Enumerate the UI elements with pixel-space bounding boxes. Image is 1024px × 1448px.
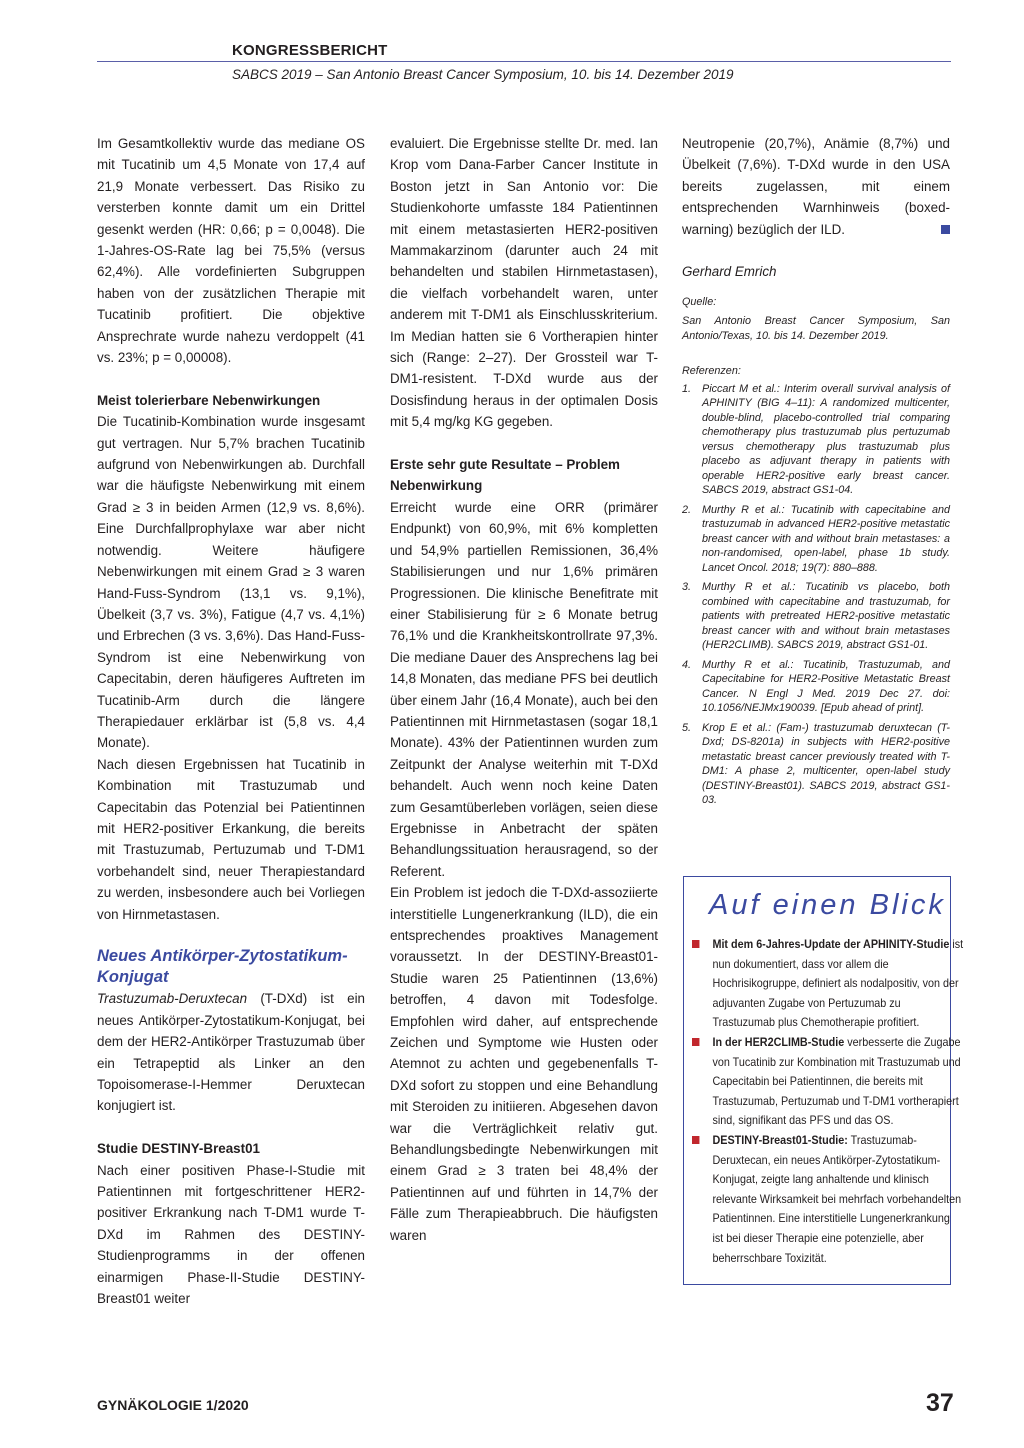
- paragraph: [682, 133, 950, 240]
- reference-text: Piccart M et al.: Interim overall survival analysis of APHINITY (BIG 4–11): A randomized multicenter, double-blind, placebo-controlled trial comparing chemotherapy plus trastuzumab plus pertuzumab versus chemotherapy plus trastuzumab plus placebo as adjuvant therapy in patients with operable HER2-positive early breast cancer. SABCS 2019, abstract GS1-04.: [702, 382, 950, 497]
- reference-number: 4.: [682, 658, 692, 671]
- column-1: [97, 133, 365, 1309]
- summary-item: [692, 1033, 964, 1131]
- summary-list: [692, 935, 964, 1268]
- subheading: Meist tolerierbare Nebenwirkungen: [97, 392, 321, 408]
- page-number: 37: [926, 1389, 954, 1417]
- bullet-square-icon: [692, 1038, 699, 1046]
- paragraph: Erreicht wurde eine ORR (primärer Endpunkt) von 60,9%, mit 6% kompletten und 54,9% partiellen Remissionen, 36,4% Stabilisierungen und nur 1,6% primären Progressionen. Die klinische Benefitrate mit einer Stabilisierung für ≥ 6 Monate betrug 76,1% und die Krankheitskontrollrate 97,3%. Die mediane Dauer des Ansprechens lag bei 14,8 Monaten, das mediane PFS bei deutlich über einem Jahr (16,4 Monate), auch bei den Patientinnen mit Hirnmetastasen (sogar 18,1 Monate). 43% der Patientinnen wurden zum Zeitpunkt der Analyse weiterhin mit T-DXd behandelt. Auch wenn noch keine Daten zum Gesamtüberleben vorlägen, seien diese Ergebnisse in Anbetracht der späten Behandlungssituation herausragend, so der Referent.: [390, 499, 658, 879]
- reference-item: [682, 580, 950, 653]
- drug-name: Trastuzumab-Deruxtecan: [97, 991, 248, 1007]
- summary-item-text: Trastuzumab-Deruxtecan, ein neues Antikörper-Zytostatikum-Konjugat, zeigte lang anhaltende und klinisch relevante Wirksamkeit bei mehrfach vorbehandelten Patientinnen. Eine interstitielle Lungenerkrankung ist bei dieser Therapie eine potenzielle, aber beherrschbare Toxizität.: [712, 1133, 962, 1265]
- section-title: KONGRESSBERICHT: [232, 42, 388, 59]
- reference-item: [682, 382, 950, 498]
- reference-number: 3.: [682, 581, 692, 594]
- reference-number: 5.: [682, 721, 692, 734]
- reference-text: Murthy R et al.: Tucatinib vs placebo, both combined with capecitabine and trastuzumab, for patients with pretreated HER2-positive metastatic breast cancer with and without brain metastases (HER2CLIMB). SABCS 2019, abstract GS1-01.: [702, 581, 950, 652]
- paragraph-text: Neutropenie (20,7%), Anämie (8,7%) und Übelkeit (7,6%). T-DXd wurde in den USA bereits zugelassen, mit einem entsprechenden Warnhinweis (boxed-warning) bezüglich der ILD.: [682, 136, 950, 237]
- reference-item: [682, 658, 950, 716]
- reference-item: [682, 721, 950, 808]
- paragraph: Die Tucatinib-Kombination wurde insgesamt gut vertragen. Nur 5,7% brachen Tucatinib aufgrund von Nebenwirkungen ab. Durchfall war die häufigste Nebenwirkung mit einem Grad ≥ 3 in beiden Armen (12,9 vs. 8,6%). Eine Durchfallprophylaxe war aber nicht notwendig. Weitere häufigere Nebenwirkungen mit einem Grad ≥ 3 waren Hand-Fuss-Syndrom (13,1 vs. 9,1%), Übelkeit (3,7 vs. 3%), Fatigue (4,7 vs. 4,1%) und Erbrechen (3 vs. 3,6%). Das Hand-Fuss-Syndrom ist eine Nebenwirkung von Capecitabin, deren häufigeres Auftreten im Tucatinib-Arm durch die längere Therapiedauer erklärbar ist (5,8 vs. 4,4 Monate).: [97, 414, 365, 751]
- summary-box: [683, 876, 964, 1285]
- summary-item-lead: DESTINY-Breast01-Studie:: [712, 1133, 848, 1147]
- summary-box-title: Auf einen Blick: [709, 889, 946, 921]
- summary-item: [692, 935, 964, 1033]
- source-text: San Antonio Breast Cancer Symposium, San Antonio/Texas, 10. bis 14. Dezember 2019.: [682, 314, 950, 342]
- paragraph: Nach diesen Ergebnissen hat Tucatinib in Kombination mit Trastuzumab und Capecitabin das Potenzial bei Patientinnen mit HER2-positiver Erkankung, die bereits mit Trastuzumab, Pertuzumab und T-DM1 vorbehandelt sind, neuer Therapiestandard zu werden, insbesondere auch bei Vorliegen von Hirnmetastasen.: [97, 756, 365, 922]
- bullet-square-icon: [692, 1136, 699, 1144]
- paragraph: Nach einer positiven Phase-I-Studie mit Patientinnen mit fortgeschrittener HER2-positiver Erkrankung nach T-DM1 wurde T-DXd im Rahmen des DESTINY-Studienprogramms in der offenen einarmigen Phase-II-Studie DESTINY-Breast01 weiter: [97, 1162, 365, 1307]
- summary-item-lead: In der HER2CLIMB-Studie: [712, 1035, 845, 1049]
- bullet-square-icon: [692, 940, 699, 948]
- references-label: Referenzen:: [682, 364, 741, 377]
- summary-item-text: verbesserte die Zugabe von Tucatinib zur Kombination mit Trastuzumab und Capecitabin bei Patientinnen, die bereits mit Trastuzumab, Pertuzumab und T-DM1 vortherapiert sind, signifikant das PFS und das OS.: [712, 1035, 961, 1128]
- subheading: Studie DESTINY-Breast01: [97, 1141, 260, 1157]
- paragraph: Im Gesamtkollektiv wurde das mediane OS mit Tucatinib um 4,5 Monate von 17,4 auf 21,9 Monate verbessert. Das Risiko zu versterben konnte damit um ein Drittel gesenkt werden (HR: 0,66; p = 0,0048). Die 1-Jahres-OS-Rate lag bei 75,5% (versus 62,4%). Alle vordefinierten Subgruppen haben von der zusätzlichen Therapie mit Tucatinib profitiert. Die objektive Ansprechrate wurde nahezu verdoppelt (41 vs. 23%; p = 0,00008).: [97, 136, 365, 366]
- paragraph: evaluiert. Die Ergebnisse stellte Dr. med. Ian Krop vom Dana-Farber Cancer Institute in Boston jetzt in San Antonio vor: Die Studienkohorte umfasste 184 Patientinnen mit einem metastasierten HER2-positiven Mammakarzinom (darunter auch 24 mit behandelten und stabilen Hirnmetastasen), die vielfach vorbehandelt waren, unter anderem mit T-DM1 als Einschlusskriterium. Im Median hatten sie 6 Vortherapien hinter sich (Range: 2–27). Der Grossteil war T-DM1-resistent. T-DXd wurde aus der Dosisfindung heraus in der optimalen Dosis mit 5,4 mg/kg KG gegeben.: [390, 136, 658, 430]
- references-list: [682, 382, 950, 808]
- reference-number: 2.: [682, 503, 692, 516]
- paragraph-text: (T-DXd) ist ein neues Antikörper-Zytostatikum-Konjugat, bei dem der HER2-Antikörper Trastuzumab über ein Tetrapeptid als Linker an den Topoisomerase-I-Hemmer Deruxtecan konjugiert ist.: [97, 991, 365, 1114]
- reference-item: [682, 503, 950, 576]
- author: Gerhard Emrich: [682, 264, 777, 280]
- paragraph: [97, 988, 365, 1116]
- summary-item-text: ist nun dokumentiert, dass vor allem die Hochrisikogruppe, definiert als nodalpositiv, von der adjuvanten Zugabe von Pertuzumab zu Trastuzumab plus Chemotherapie profitiert.: [712, 938, 964, 1030]
- subheading: Erste sehr gute Resultate – Problem Nebenwirkung: [390, 457, 620, 494]
- column-2: [390, 133, 658, 1246]
- journal-issue: GYNÄKOLOGIE 1/2020: [97, 1397, 249, 1413]
- summary-item-lead: Mit dem 6-Jahres-Update der APHINITY-Studie: [712, 938, 950, 951]
- source-label: Quelle:: [682, 295, 717, 308]
- end-square-icon: [941, 225, 950, 234]
- column-3: [682, 133, 950, 813]
- header-subtitle: SABCS 2019 – San Antonio Breast Cancer Symposium, 10. bis 14. Dezember 2019: [232, 67, 734, 82]
- reference-text: Krop E et al.: (Fam-) trastuzumab deruxtecan (T-Dxd; DS-8201a) in subjects with HER2-positive metastatic breast cancer previously treated with T-DM1: A phase 2, multicenter, open-label study (DESTINY-Breast01). SABCS 2019, abstract GS1-03.: [702, 721, 950, 807]
- header-rule: [97, 61, 951, 62]
- paragraph: Ein Problem ist jedoch die T-DXd-assoziierte interstitielle Lungenerkrankung (ILD), die ein entsprechendes proaktives Management voraussetzt. In der DESTINY-Breast01-Studie waren 25 Patientinnen (13,6%) betroffen, 4 davon mit Todesfolge. Empfohlen wird daher, auf entsprechende Zeichen und Symptome wie Husten oder Atemnot zu achten und gegebenenfalls T-DXd sofort zu stoppen und eine Behandlung mit Steroiden zu initiieren. Abgesehen davon war die Verträglichkeit relativ gut. Behandlungsbedingte Nebenwirkungen mit einem Grad ≥ 3 traten bei 48,4% der Patientinnen auf und führten in 14,7% der Fälle zum Therapieabbruch. Die häufigsten waren: [390, 885, 658, 1243]
- reference-text: Murthy R et al.: Tucatinib, Trastuzumab, and Capecitabine for HER2-Positive Metastatic Breast Cancer. N Engl J Med. 2019 Dec 27. doi: 10.1056/NEJMx190039. [Epub ahead of print].: [702, 658, 950, 715]
- summary-item: [692, 1131, 964, 1268]
- reference-text: Murthy R et al.: Tucatinib with capecitabine and trastuzumab in advanced HER2-positive metastatic breast cancer with and without brain metastases: a non-randomised, open-label, phase 1b study. Lancet Oncol. 2018; 19(7): 880–888.: [702, 503, 950, 574]
- reference-number: 1.: [682, 382, 692, 395]
- section-heading: Neues Antikörper-Zytostatikum-Konjugat: [97, 947, 348, 987]
